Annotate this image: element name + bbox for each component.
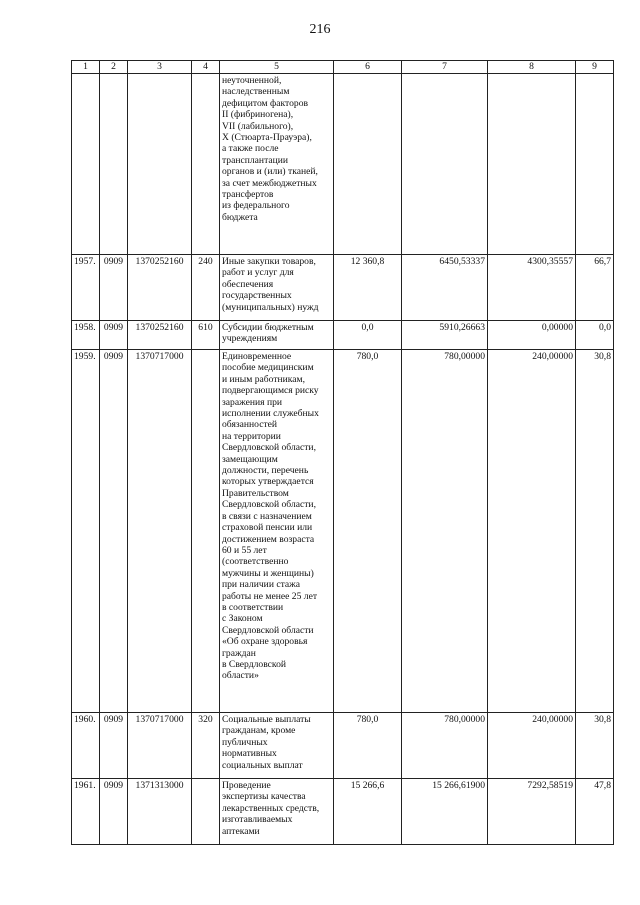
expense-type-cell [192,350,220,713]
target-article-cell [128,74,192,255]
page-number: 216 [309,22,331,37]
header-cell-7: 7 [402,61,488,74]
expense-type-cell [192,74,220,255]
description-cell: Социальные выплаты гражданам, кроме публичных нормативных социальных выплат [220,713,334,779]
refined-amount-cell: 780,00000 [402,350,488,713]
table-header [72,61,614,74]
refined-amount-cell: 780,00000 [402,713,488,779]
row-number-cell: 1960. [72,713,100,779]
executed-amount-cell [488,74,576,255]
table-row [72,321,614,350]
expense-type-cell: 320 [192,713,220,779]
percent-cell: 47,8 [576,779,614,845]
target-article-cell: 1370717000 [128,713,192,779]
row-number-cell: 1958. [72,321,100,350]
approved-amount-cell: 0,0 [334,321,402,350]
row-number-cell: 1959. [72,350,100,713]
table-row [72,713,614,779]
executed-amount-cell: 240,00000 [488,713,576,779]
executed-amount-cell: 240,00000 [488,350,576,713]
section-code-cell: 0909 [100,779,128,845]
table-row [72,255,614,321]
approved-amount-cell: 12 360,8 [334,255,402,321]
percent-cell: 30,8 [576,713,614,779]
executed-amount-cell: 4300,35557 [488,255,576,321]
expense-type-cell [192,779,220,845]
table-body [72,74,614,845]
header-cell-6: 6 [334,61,402,74]
approved-amount-cell: 780,0 [334,713,402,779]
row-number-cell: 1957. [72,255,100,321]
expense-type-cell: 610 [192,321,220,350]
percent-cell: 66,7 [576,255,614,321]
description-cell: неуточненной, наследственным дефицитом факторов II (фибриногена), VII (лабильного), X (Стюарта-Прауэра), а также после трансплантации органов и (или) тканей, за счет межбюджетных трансфертов из федерального бюджета [220,74,334,255]
target-article-cell: 1370717000 [128,350,192,713]
section-code-cell [100,74,128,255]
expense-type-cell: 240 [192,255,220,321]
approved-amount-cell: 780,0 [334,350,402,713]
description-cell: Иные закупки товаров, работ и услуг для обеспечения государственных (муниципальных) нужд [220,255,334,321]
section-code-cell: 0909 [100,321,128,350]
approved-amount-cell [334,74,402,255]
header-row [72,61,614,74]
header-cell-4: 4 [192,61,220,74]
refined-amount-cell: 5910,26663 [402,321,488,350]
percent-cell [576,74,614,255]
description-cell: Проведение экспертизы качества лекарственных средств, изготавливаемых аптеками [220,779,334,845]
percent-cell: 0,0 [576,321,614,350]
percent-cell: 30,8 [576,350,614,713]
refined-amount-cell [402,74,488,255]
description-cell: Единовременное пособие медицинским и иным работникам, подвергающимся риску заражения при исполнении служебных обязанностей на территории Свердловской области, замещающим должности, перечень которых утверждается Правительством Свердловской области, в связи с назначением страховой пенсии или достижением возраста 60 и 55 лет (соответственно мужчины и женщины) при наличии стажа работы не менее 25 лет в соответствии с Законом Свердловской области «Об охране здоровья граждан в Свердловской области» [220,350,334,713]
header-cell-9: 9 [576,61,614,74]
section-code-cell: 0909 [100,713,128,779]
refined-amount-cell: 15 266,61900 [402,779,488,845]
header-cell-1: 1 [72,61,100,74]
refined-amount-cell: 6450,53337 [402,255,488,321]
executed-amount-cell: 7292,58519 [488,779,576,845]
table-row [72,350,614,713]
header-cell-8: 8 [488,61,576,74]
description-cell: Субсидии бюджетным учреждениям [220,321,334,350]
target-article-cell: 1370252160 [128,255,192,321]
section-code-cell: 0909 [100,350,128,713]
executed-amount-cell: 0,00000 [488,321,576,350]
approved-amount-cell: 15 266,6 [334,779,402,845]
target-article-cell: 1371313000 [128,779,192,845]
budget-table [71,60,614,845]
table-row [72,779,614,845]
header-cell-2: 2 [100,61,128,74]
header-cell-3: 3 [128,61,192,74]
section-code-cell: 0909 [100,255,128,321]
row-number-cell: 1961. [72,779,100,845]
table-row [72,74,614,255]
row-number-cell [72,74,100,255]
target-article-cell: 1370252160 [128,321,192,350]
header-cell-5: 5 [220,61,334,74]
